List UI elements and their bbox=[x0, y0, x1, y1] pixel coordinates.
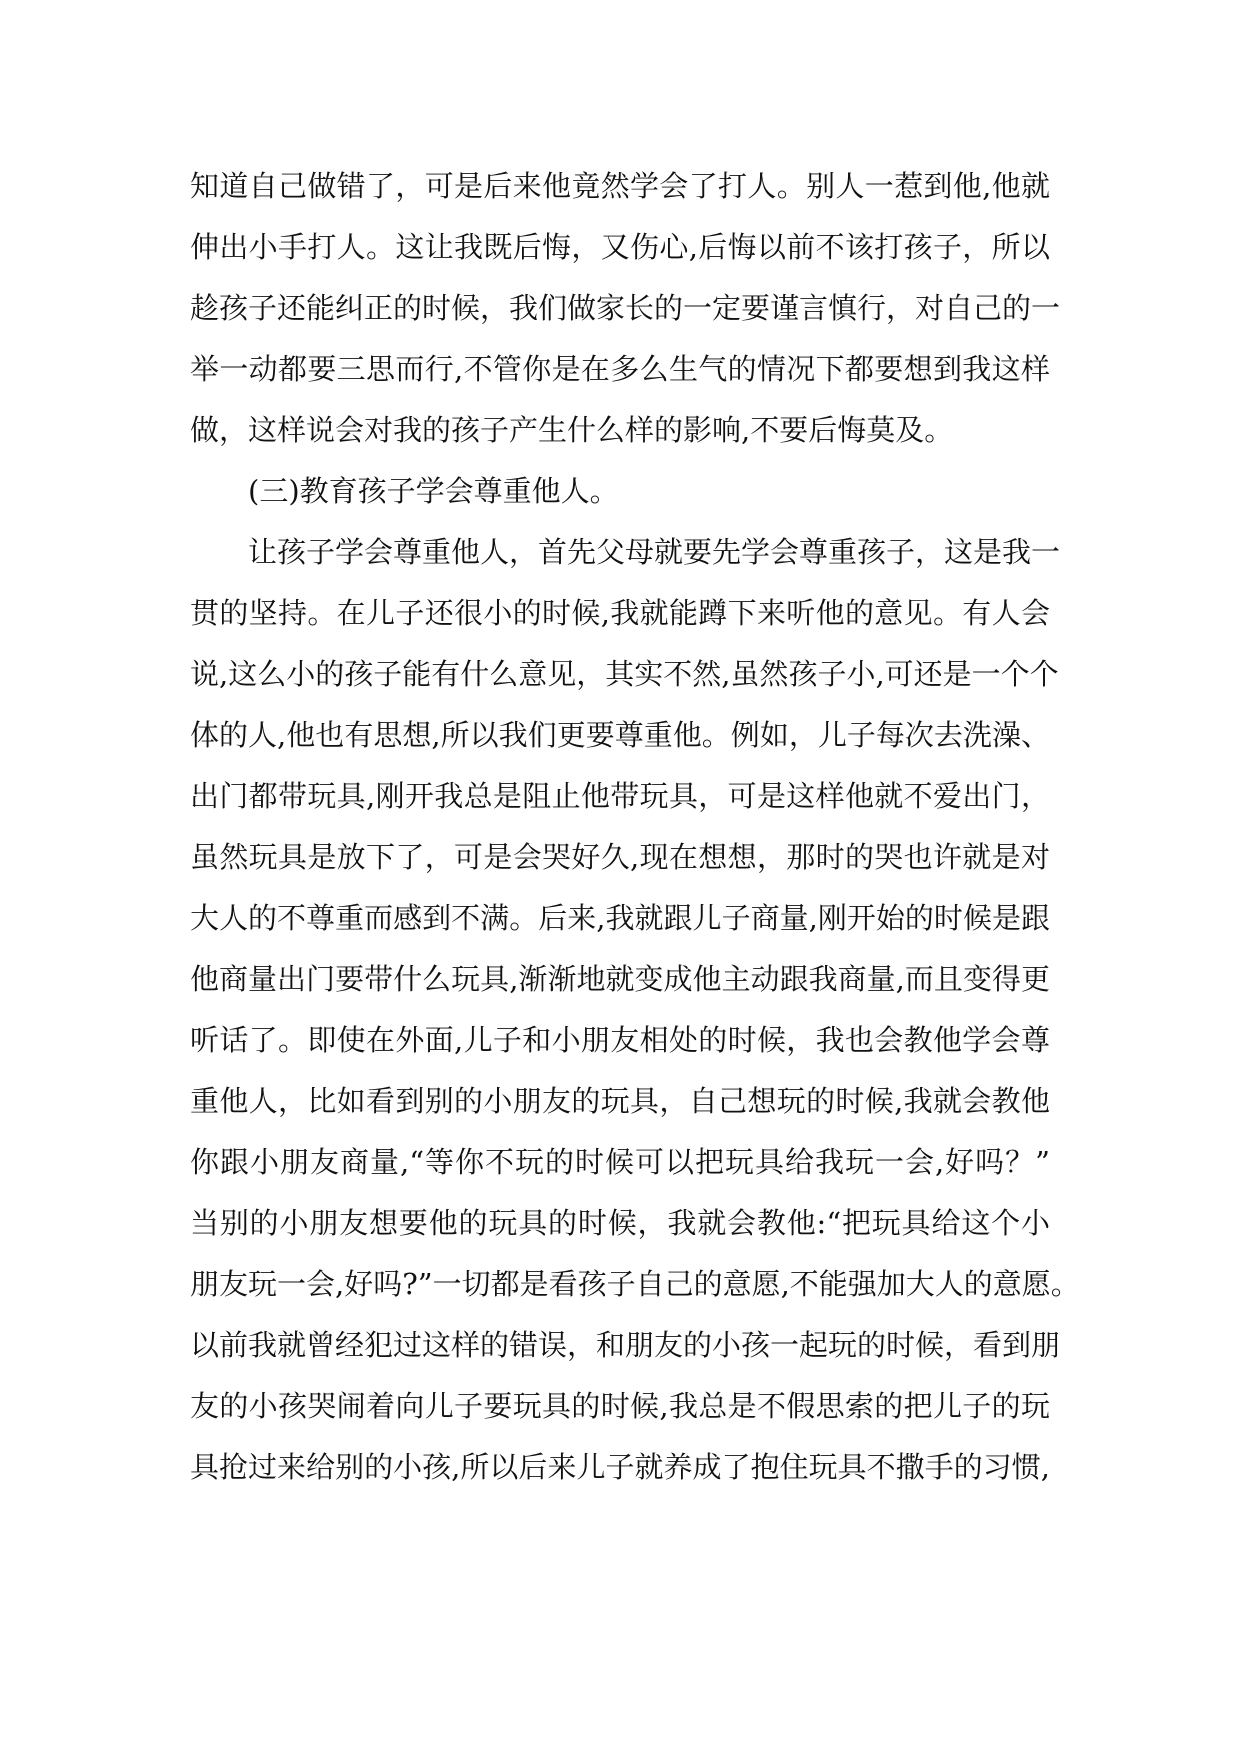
section-heading: (三)教育孩子学会尊重他人。 bbox=[248, 474, 619, 508]
text-line-5: 做，这样说会对我的孩子产生什么样的影响,不要后悔莫及。 bbox=[190, 413, 954, 447]
text-line-14: 他商量出门要带什么玩具,渐渐地就变成他主动跟我商量,而且变得更 bbox=[190, 962, 1050, 996]
text-line-10: 体的人,他也有思想,所以我们更要尊重他。例如，儿子每次去洗澡、 bbox=[190, 718, 1050, 752]
text-line-9: 说,这么小的孩子能有什么意见，其实不然,虽然孩子小,可还是一个个 bbox=[190, 657, 1059, 691]
text-line-19: 朋友玩一会,好吗?”一切都是看孩子自己的意愿,不能强加大人的意愿。 bbox=[190, 1267, 1080, 1301]
text-line-16: 重他人，比如看到别的小朋友的玩具，自己想玩的时候,我就会教他 bbox=[190, 1084, 1050, 1118]
document-body bbox=[190, 156, 1080, 1498]
text-line-2: 伸出小手打人。这让我既后悔，又伤心,后悔以前不该打孩子，所以 bbox=[190, 230, 1050, 264]
text-line-22: 具抢过来给别的小孩,所以后来儿子就养成了抱住玩具不撒手的习惯, bbox=[190, 1450, 1050, 1484]
text-line-3: 趁孩子还能纠正的时候，我们做家长的一定要谨言慎行，对自己的一 bbox=[190, 291, 1061, 325]
text-line-12: 虽然玩具是放下了，可是会哭好久,现在想想，那时的哭也许就是对 bbox=[190, 840, 1050, 874]
text-line-21: 友的小孩哭闹着向儿子要玩具的时候,我总是不假思索的把儿子的玩 bbox=[190, 1389, 1050, 1423]
text-line-13: 大人的不尊重而感到不满。后来,我就跟儿子商量,刚开始的时候是跟 bbox=[190, 901, 1050, 935]
text-line-18: 当别的小朋友想要他的玩具的时候，我就会教他:“把玩具给这个小 bbox=[190, 1206, 1050, 1240]
text-line-17: 你跟小朋友商量,“等你不玩的时候可以把玩具给我玩一会,好吗？” bbox=[190, 1145, 1050, 1179]
text-line-11: 出门都带玩具,刚开我总是阻止他带玩具，可是这样他就不爱出门， bbox=[190, 779, 1050, 813]
text-line-15: 听话了。即使在外面,儿子和小朋友相处的时候，我也会教他学会尊 bbox=[190, 1023, 1050, 1057]
text-line-7: 让孩子学会尊重他人，首先父母就要先学会尊重孩子，这是我一 bbox=[248, 535, 1061, 569]
text-line-4: 举一动都要三思而行,不管你是在多么生气的情况下都要想到我这样 bbox=[190, 352, 1050, 386]
text-line-1: 知道自己做错了，可是后来他竟然学会了打人。别人一惹到他,他就 bbox=[190, 169, 1050, 203]
text-line-8: 贯的坚持。在儿子还很小的时候,我就能蹲下来听他的意见。有人会 bbox=[190, 596, 1050, 630]
text-line-20: 以前我就曾经犯过这样的错误，和朋友的小孩一起玩的时候，看到朋 bbox=[190, 1328, 1061, 1362]
